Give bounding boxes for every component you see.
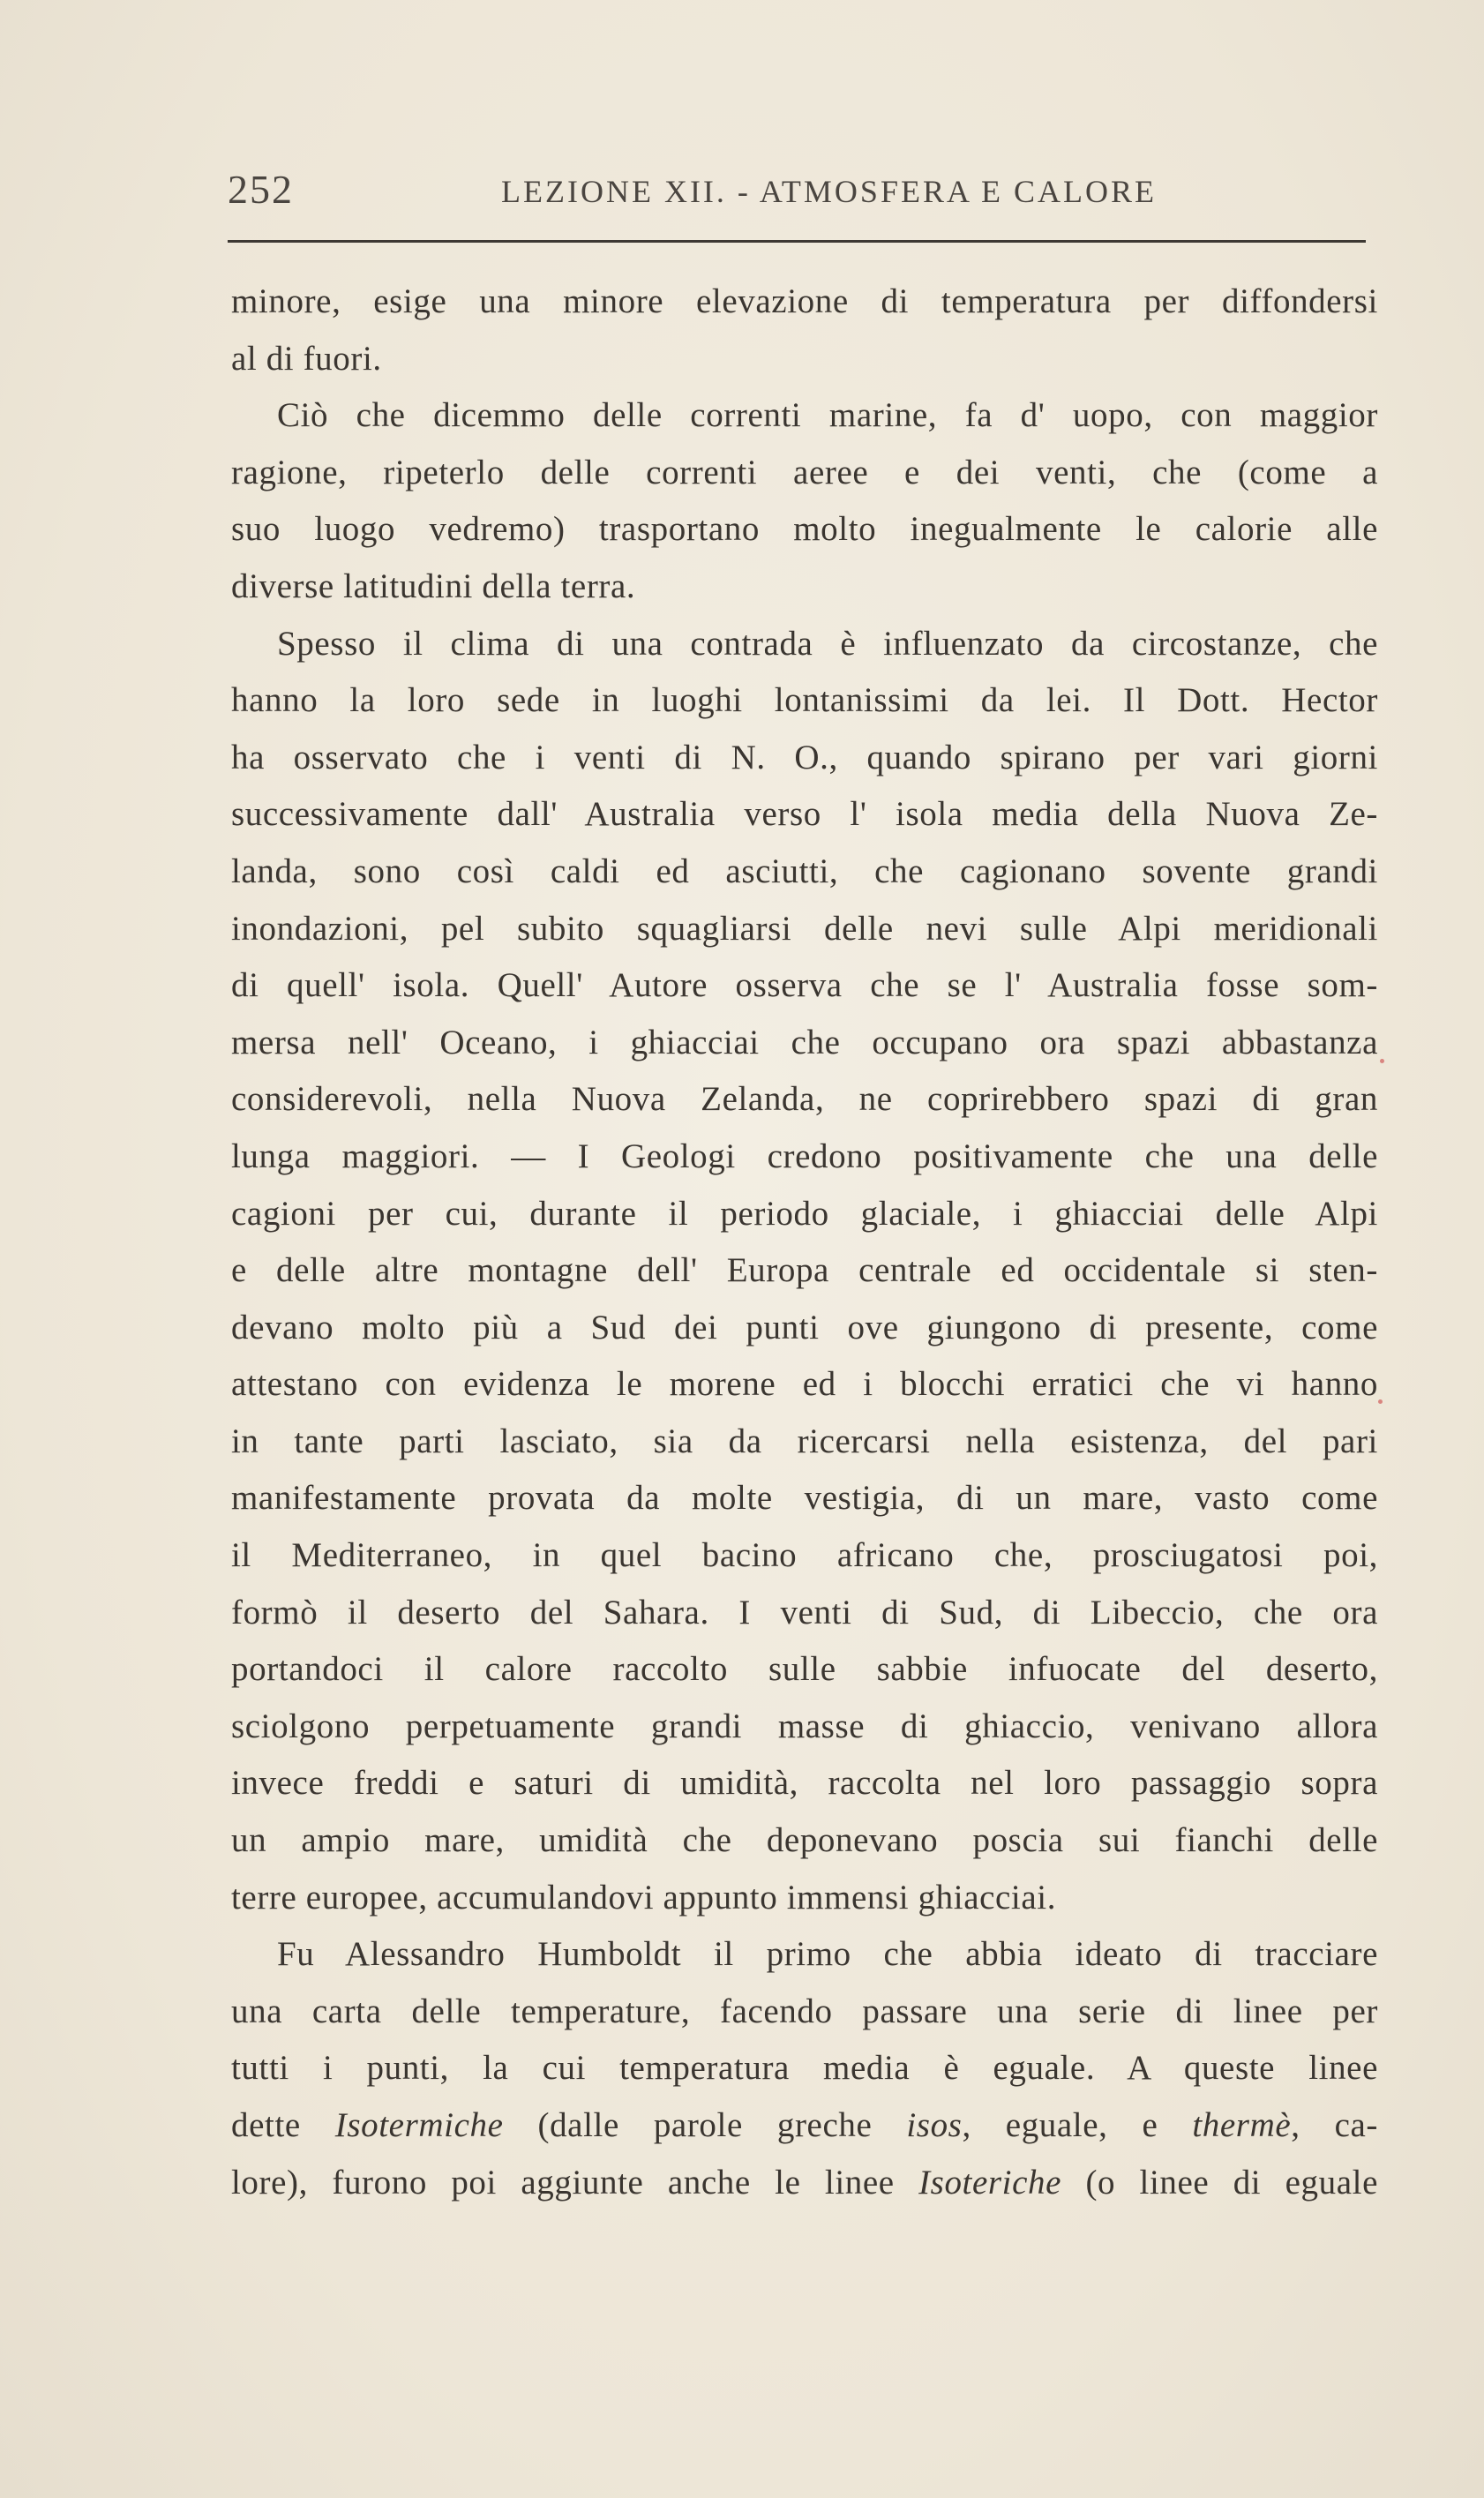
text-segment: lore), furono poi aggiunte anche le linee (231, 2163, 919, 2202)
text-line: una carta delle temperature, facendo passare una serie di linee per (231, 1992, 1378, 2030)
text-line: minore, esige una minore elevazione di temperatura per diffondersi (231, 282, 1378, 320)
text-line: un ampio mare, umidità che deponevano poscia sui fianchi delle (231, 1821, 1378, 1860)
page-number: 252 (228, 167, 294, 212)
text-segment: , eguale, e (962, 2106, 1193, 2144)
text-segment: (o linee di eguale (1061, 2163, 1378, 2202)
text-line: attestano con evidenza le morene ed i blocchi erratici che vi hanno (231, 1365, 1378, 1404)
text-line: successivamente dall' Australia verso l' isola media della Nuova Ze- (231, 795, 1378, 834)
text-line: inondazioni, pel subito squagliarsi delle nevi sulle Alpi meridionali (231, 909, 1378, 948)
text-line: portandoci il calore raccolto sulle sabbie infuocate del deserto, (231, 1650, 1378, 1689)
text-line: suo luogo vedremo) trasportano molto inegualmente le calorie alle (231, 510, 1378, 549)
running-head: LEZIONE XII. - ATMOSFERA E CALORE (501, 174, 1157, 209)
text-segment: (dalle parole greche (503, 2106, 907, 2144)
text-line: il Mediterraneo, in quel bacino africano che, prosciugatosi poi, (231, 1536, 1378, 1575)
italic-term: Isoteriche (918, 2163, 1062, 2202)
text-line: terre europee, accumulandovi appunto immensi ghiacciai. (231, 1878, 1057, 1917)
italic-term: isos (906, 2106, 963, 2144)
text-line: landa, sono così caldi ed asciutti, che cagionano sovente grandi (231, 851, 1378, 890)
text-line: formò il deserto del Sahara. I venti di Sud, di Libeccio, che ora (231, 1593, 1378, 1632)
text-line: hanno la loro sede in luoghi lontanissimi da lei. Il Dott. Hector (231, 681, 1378, 720)
text-segment: , ca- (1291, 2106, 1378, 2144)
italic-term: Isotermiche (334, 2106, 504, 2144)
text-line (231, 2155, 1378, 2212)
text-line: ragione, ripeterlo delle correnti aeree e dei venti, che (come a (231, 453, 1378, 491)
text-segment: dette (231, 2106, 335, 2144)
text-line: sciolgono perpetuamente grandi masse di ghiaccio, venivano allora (231, 1707, 1378, 1745)
text-line: Fu Alessandro Humboldt il primo che abbia ideato di tracciare (277, 1935, 1378, 1974)
text-line: devano molto più a Sud dei punti ove giungono di presente, come (231, 1308, 1378, 1347)
text-line: Ciò che dicemmo delle correnti marine, fa d' uopo, con maggior (277, 396, 1378, 435)
text-line: lunga maggiori. — I Geologi credono positivamente che una delle (231, 1136, 1378, 1175)
text-line: cagioni per cui, durante il periodo glaciale, i ghiacciai delle Alpi (231, 1194, 1378, 1233)
body-text (231, 274, 1378, 2211)
header-rule (228, 240, 1366, 243)
ink-speck (1378, 1399, 1383, 1404)
page-header (228, 166, 1375, 219)
text-line: considerevoli, nella Nuova Zelanda, ne coprirebbero spazi di gran (231, 1080, 1378, 1119)
text-line: e delle altre montagne dell' Europa centrale ed occidentale si sten- (231, 1251, 1378, 1290)
text-line: tutti i punti, la cui temperatura media è eguale. A queste linee (231, 2049, 1378, 2088)
italic-term: thermè (1192, 2106, 1292, 2144)
text-line: di quell' isola. Quell' Autore osserva che se l' Australia fosse som- (231, 966, 1378, 1005)
text-line (231, 2097, 1378, 2155)
text-line: Spesso il clima di una contrada è influenzato da circostanze, che (277, 624, 1378, 663)
text-line: ha osservato che i venti di N. O., quando spirano per vari giorni (231, 738, 1378, 776)
text-line: al di fuori. (231, 339, 382, 378)
ink-speck (1380, 1059, 1384, 1063)
text-line: diverse latitudini della terra. (231, 566, 636, 605)
text-line: in tante parti lasciato, sia da ricercarsi nella esistenza, del pari (231, 1422, 1378, 1460)
text-line: mersa nell' Oceano, i ghiacciai che occupano ora spazi abbastanza (231, 1023, 1378, 1061)
text-line: invece freddi e saturi di umidità, raccolta nel loro passaggio sopra (231, 1764, 1378, 1803)
text-line: manifestamente provata da molte vestigia, di un mare, vasto come (231, 1479, 1378, 1518)
